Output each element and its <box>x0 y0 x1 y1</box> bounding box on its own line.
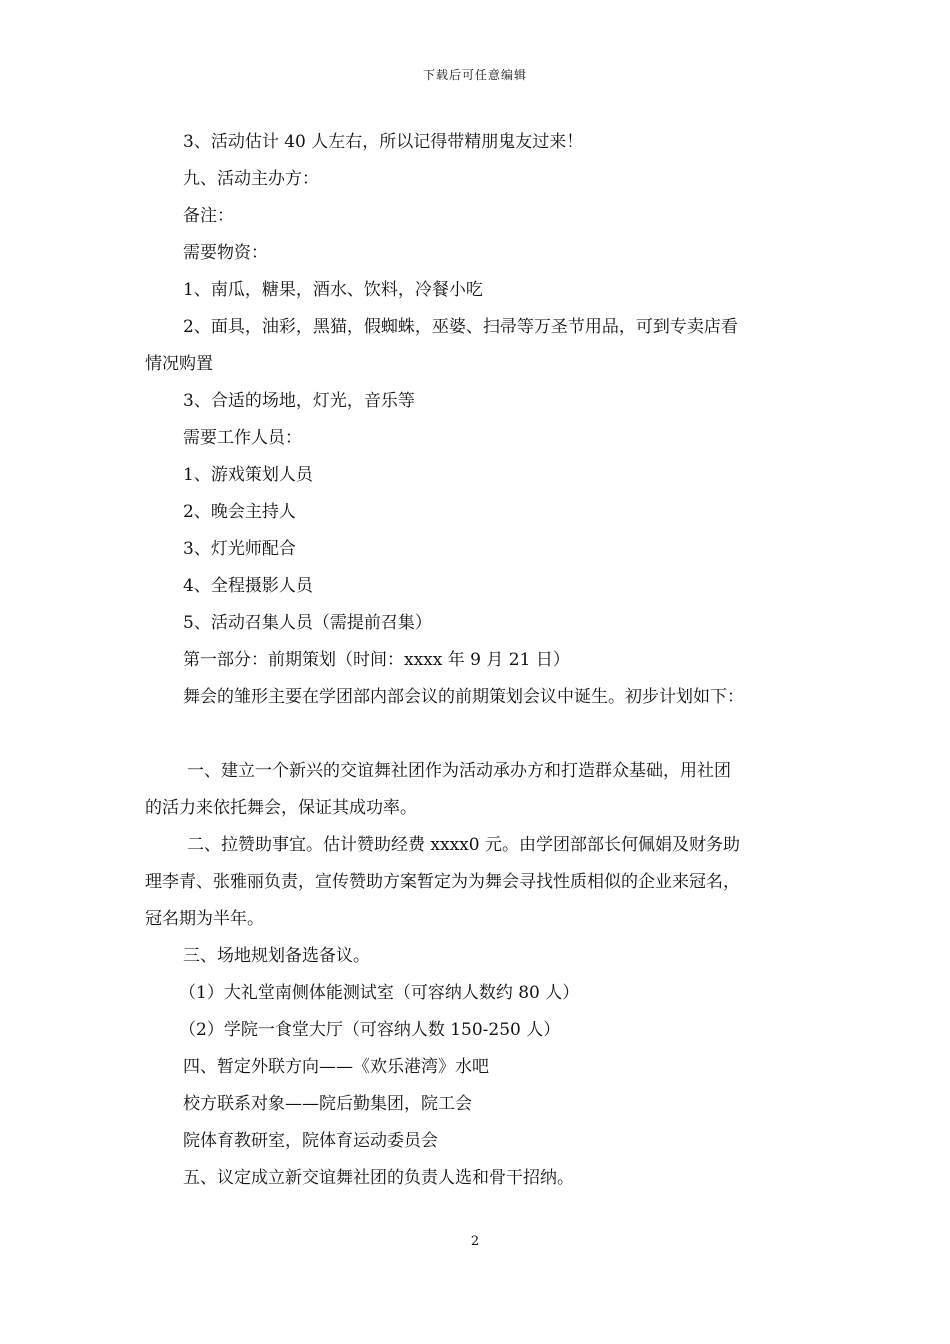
blank-line <box>145 716 815 753</box>
list-item: 3、灯光师配合 <box>183 539 296 559</box>
text-line: 冠名期为半年。 <box>145 909 264 929</box>
list-item: 2、晚会主持人 <box>183 502 296 522</box>
text-line: 情况购置 <box>145 354 213 374</box>
text-line: 舞会的雏形主要在学团部内部会议的前期策划会议中诞生。初步计划如下： <box>183 687 744 707</box>
text-line: 一、建立一个新兴的交谊舞社团作为活动承办方和打造群众基础，用社团 <box>187 761 731 781</box>
text-line: 3、活动估计 40 人左右，所以记得带精朋鬼友过来！ <box>183 132 584 152</box>
text-line: 的活力来依托舞会，保证其成功率。 <box>145 798 417 818</box>
list-item: 5、活动召集人员（需提前召集） <box>183 613 432 633</box>
list-item: 1、南瓜，糖果，酒水、饮料，冷餐小吃 <box>183 280 483 300</box>
text-line: 二、拉赞助事宜。估计赞助经费 xxxx0 元。由学团部部长何佩娟及财务助 <box>187 835 740 855</box>
list-item: （1）大礼堂南侧体能测试室（可容纳人数约 80 人） <box>179 983 580 1003</box>
list-item: 1、游戏策划人员 <box>183 465 313 485</box>
page-header: 下载后可任意编辑 <box>422 68 527 82</box>
list-item: （2）学院一食堂大厅（可容纳人数 150-250 人） <box>179 1020 561 1040</box>
section-heading: 九、活动主办方： <box>183 169 319 189</box>
list-item: 4、全程摄影人员 <box>183 576 313 596</box>
text-line: 四、暂定外联方向——《欢乐港湾》水吧 <box>183 1057 489 1077</box>
text-line: 需要物资： <box>183 243 268 263</box>
document-body <box>145 124 815 1197</box>
text-line: 备注： <box>183 206 234 226</box>
list-item: 2、面具，油彩，黑猫，假蜘蛛，巫婆、扫帚等万圣节用品，可到专卖店看 <box>183 317 738 337</box>
list-item: 3、合适的场地，灯光，音乐等 <box>183 391 415 411</box>
text-line: 需要工作人员： <box>183 428 302 448</box>
text-line: 校方联系对象——院后勤集团，院工会 <box>183 1094 472 1114</box>
text-line: 三、场地规划备选备议。 <box>183 946 370 966</box>
text-line: 五、议定成立新交谊舞社团的负责人选和骨干招纳。 <box>183 1168 574 1188</box>
text-line: 理李青、张雅丽负责，宣传赞助方案暂定为为舞会寻找性质相似的企业来冠名， <box>145 872 740 892</box>
text-line: 院体育教研室，院体育运动委员会 <box>183 1131 438 1151</box>
page-number: 2 <box>470 1234 480 1249</box>
section-heading: 第一部分：前期策划（时间：xxxx 年 9 月 21 日） <box>183 650 570 670</box>
